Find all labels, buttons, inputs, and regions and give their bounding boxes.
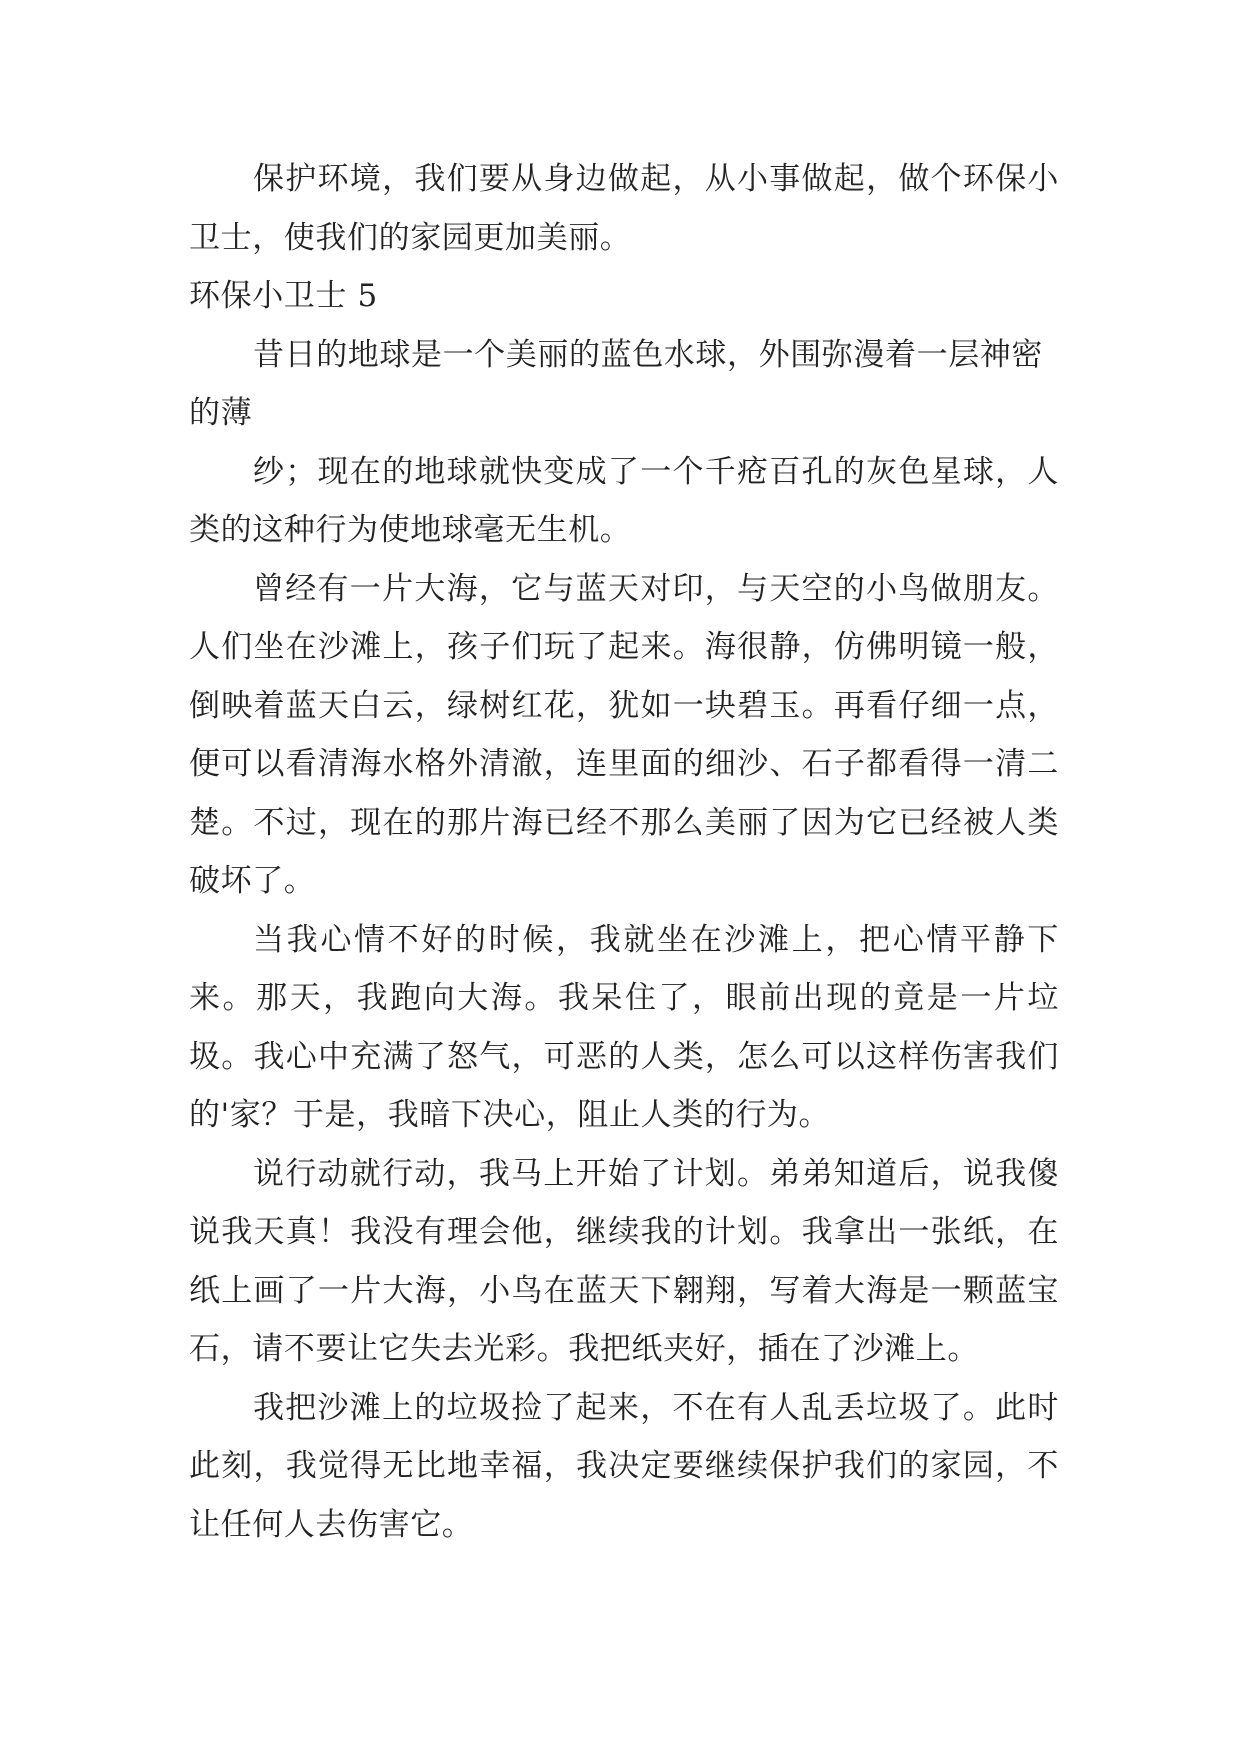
section-title: 环保小卫士 5 [189,278,378,314]
paragraph-intro: 保护环境，我们要从身边做起，从小事做起，做个环保小卫士，使我们的家园更加美丽。 [189,161,1059,256]
paragraph-sea: 曾经有一片大海，它与蓝天对印，与天空的小鸟做朋友。人们坐在沙滩上，孩子们玩了起来。海很静，仿佛明镜一般，倒映着蓝天白云，绿树红花，犹如一块碧玉。再看仔细一点，便可以看清海水格外清澈，连里面的细沙、石子都看得一清二楚。不过，现在的那片海已经不那么美丽了因为它已经被人类破坏了。 [189,570,1059,899]
paragraph-garbage: 当我心情不好的时候，我就坐在沙滩上，把心情平静下来。那天，我跑向大海。我呆住了，眼前出现的竟是一片垃圾。我心中充满了怒气，可恶的人类，怎么可以这样伤害我们的'家？于是，我暗下决心，阻止人类的行为。 [189,921,1059,1133]
paragraph-conclusion: 我把沙滩上的垃圾捡了起来，不在有人乱丢垃圾了。此时此刻，我觉得无比地幸福，我决定要继续保护我们的家园，不让任何人去伤害它。 [189,1389,1059,1543]
paragraph-earth-now: 纱；现在的地球就快变成了一个千疮百孔的灰色星球，人类的这种行为使地球毫无生机。 [189,453,1059,548]
paragraph-earth-past: 昔日的地球是一个美丽的蓝色水球，外围弥漫着一层神密的薄 [189,336,1043,431]
document-body [189,150,1059,1554]
paragraph-plan: 说行动就行动，我马上开始了计划。弟弟知道后，说我傻说我天真！我没有理会他，继续我的计划。我拿出一张纸，在纸上画了一片大海，小鸟在蓝天下翱翔，写着大海是一颗蓝宝石，请不要让它失去光彩。我把纸夹好，插在了沙滩上。 [189,1155,1059,1367]
